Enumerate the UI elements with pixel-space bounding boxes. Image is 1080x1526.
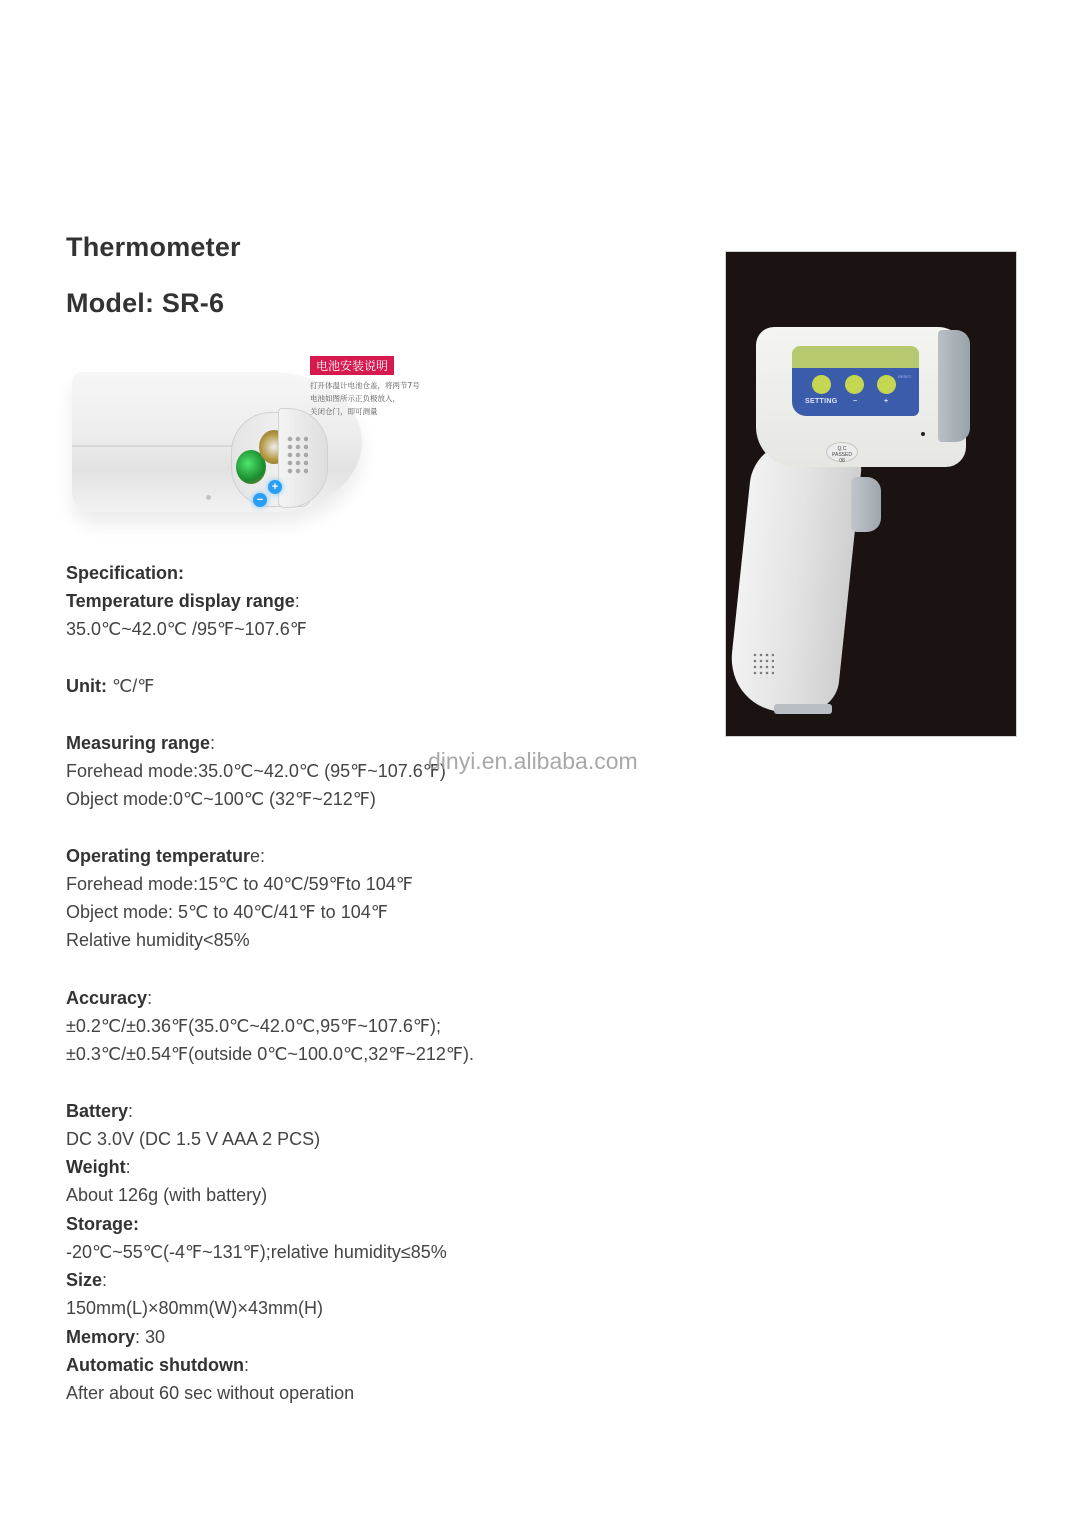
plus-button-icon — [877, 375, 896, 394]
memory-row: Memory: 30 — [66, 1327, 166, 1347]
thermometer-handle — [726, 442, 864, 712]
accuracy-line-2: ±0.3℃/±0.54℉(outside 0℃~100.0℃,32℉~212℉). — [66, 1044, 475, 1064]
battery-contacts — [286, 435, 308, 475]
weight-value: About 126g (with battery) — [66, 1185, 268, 1205]
control-panel — [792, 368, 919, 416]
setting-label: SETTING — [805, 398, 838, 405]
battery-instruction-line: 电池如图所示正负极放入， — [310, 394, 400, 403]
plus-polarity-icon: + — [268, 480, 282, 494]
minus-polarity-icon: − — [253, 493, 267, 507]
speaker-grill-icon — [752, 652, 774, 678]
setting-button-icon — [812, 375, 831, 394]
accuracy-label: Accuracy: — [66, 988, 153, 1008]
qc-passed-sticker: Q.C PASSED 08 — [826, 442, 858, 462]
operating-object: Object mode: 5℃ to 40℃/41℉ to 104℉ — [66, 902, 388, 922]
minus-label: − — [853, 398, 858, 405]
document-title: Thermometer — [66, 232, 241, 262]
minus-button-icon — [845, 375, 864, 394]
battery-value: DC 3.0V (DC 1.5 V AAA 2 PCS) — [66, 1129, 321, 1149]
trigger — [851, 477, 881, 532]
operating-temperature-label: Operating temperature: — [66, 846, 266, 866]
spec-heading: Specification: — [66, 563, 185, 583]
product-photo — [725, 251, 1017, 737]
battery-label: Battery: — [66, 1101, 134, 1121]
accuracy-line-1: ±0.2℃/±0.36℉(35.0℃~42.0℃,95℉~107.6℉); — [66, 1016, 441, 1036]
battery-instruction-line: 打开体温计电池仓盖，将两节7号 — [310, 381, 420, 390]
battery-installation-image — [66, 350, 446, 550]
plus-label: + — [884, 398, 889, 405]
lcd-display — [792, 346, 919, 368]
shutdown-label: Automatic shutdown: — [66, 1355, 250, 1375]
display-range-label: Temperature display range: — [66, 591, 300, 611]
shutdown-value: After about 60 sec without operation — [66, 1383, 355, 1403]
measuring-range-label: Measuring range: — [66, 733, 216, 753]
weight-label: Weight: — [66, 1157, 131, 1177]
battery-instruction-line: 关闭仓门，即可测量 — [310, 407, 378, 416]
measuring-object: Object mode:0℃~100℃ (32℉~212℉) — [66, 789, 376, 809]
operating-forehead: Forehead mode:15℃ to 40℃/59℉to 104℉ — [66, 874, 413, 894]
battery-cover-strip — [774, 704, 832, 714]
body-groove — [72, 445, 232, 447]
sensor-cap — [938, 330, 970, 442]
operating-humidity: Relative humidity<85% — [66, 930, 250, 950]
size-label: Size: — [66, 1270, 108, 1290]
sensor-dot — [921, 432, 925, 436]
measuring-forehead: Forehead mode:35.0℃~42.0℃ (95℉~107.6℉) — [66, 761, 446, 781]
reset-label: RESET — [898, 374, 912, 379]
storage-label: Storage: — [66, 1214, 140, 1234]
model-name: Model: SR-6 — [66, 288, 225, 318]
size-value: 150mm(L)×80mm(W)×43mm(H) — [66, 1298, 324, 1318]
unit-row: Unit: ℃/℉ — [66, 676, 155, 696]
storage-value: -20℃~55℃(-4℉~131℉);relative humidity≤85% — [66, 1242, 447, 1262]
screw-dot — [206, 495, 211, 500]
display-range-value: 35.0℃~42.0℃ /95℉~107.6℉ — [66, 619, 307, 639]
watermark: dinyi.en.alibaba.com — [428, 748, 638, 774]
battery-instructions-badge: 电池安装说明 — [310, 356, 394, 375]
